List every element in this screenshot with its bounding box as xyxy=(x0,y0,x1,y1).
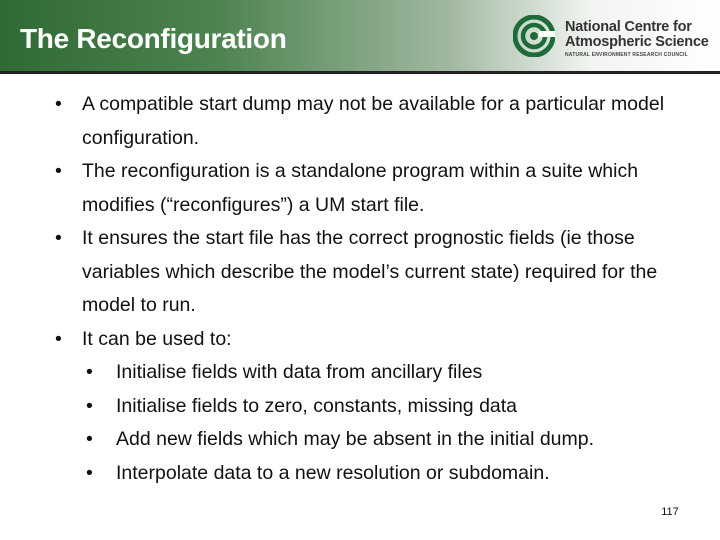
sub-bullet-item xyxy=(0,423,720,457)
bullet-item xyxy=(0,323,720,357)
sub-bullet-item xyxy=(0,356,720,390)
sub-bullet-text: Initialise fields to zero, constants, missing data xyxy=(116,394,518,417)
ncas-logo xyxy=(513,14,713,62)
bullet-text: A compatible start dump may not be available for a particular model configuration. xyxy=(82,93,665,149)
bullet-item xyxy=(0,155,720,222)
logo-text-line1: National Centre for xyxy=(565,19,692,35)
bullet-marker: • xyxy=(55,227,62,249)
slide-body xyxy=(0,88,720,490)
bullet-marker: • xyxy=(86,394,93,417)
slide-title: The Reconfiguration xyxy=(20,23,287,54)
bullet-marker: • xyxy=(86,461,93,484)
sub-bullet-item xyxy=(0,457,720,491)
sub-bullet-text: Interpolate data to a new resolution or subdomain. xyxy=(116,461,550,484)
page-number: 117 xyxy=(661,506,679,518)
bullet-item xyxy=(0,222,720,323)
sub-bullet-text: Add new fields which may be absent in the initial dump. xyxy=(116,428,595,450)
sub-bullet-text: Initialise fields with data from ancillary files xyxy=(116,361,483,383)
bullet-text: It ensures the start file has the correct prognostic fields (ie those variables which describe the model’s current state) required for the model to run. xyxy=(82,227,658,316)
logo-text-line3: NATURAL ENVIRONMENT RESEARCH COUNCIL xyxy=(565,52,688,58)
sub-bullet-item xyxy=(0,390,720,424)
bullet-marker: • xyxy=(86,361,93,383)
slide-header xyxy=(0,0,720,74)
bullet-text: The reconfiguration is a standalone program within a suite which modifies (“reconfigures”) a UM start file. xyxy=(82,160,639,216)
logo-text-line2: Atmospheric Science xyxy=(565,34,709,50)
bullet-item xyxy=(0,88,720,155)
bullet-marker: • xyxy=(55,160,62,182)
ncas-swirl-logo-icon xyxy=(513,15,555,57)
bullet-marker: • xyxy=(55,93,62,115)
bullet-marker: • xyxy=(86,428,93,450)
bullet-marker: • xyxy=(55,327,62,350)
bullet-text: It can be used to: xyxy=(82,327,232,350)
